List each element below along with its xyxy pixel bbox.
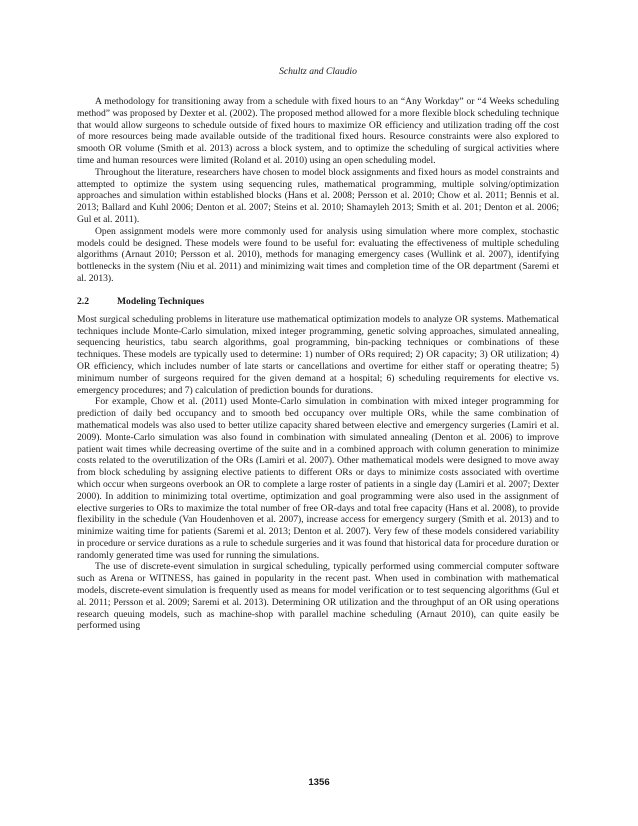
paragraph: Open assignment models were more commonly used for analysis using simulation where more complex, stochastic models could be designed. These models were found to be useful for: evaluating the effectiveness of multiple scheduling algorithms (Arnaut 2010; Persson et al. 2010), methods for managing emergency cases (Wullink et al. 2007), identifying bottlenecks in the system (Niu et al. 2011) and minimizing wait times and completion time of the OR department (Saremi et al. 2013). bbox=[77, 225, 559, 284]
page-content bbox=[77, 66, 559, 632]
section-title: Modeling Techniques bbox=[117, 295, 205, 307]
page-number: 1356 bbox=[308, 777, 330, 788]
paragraph: Throughout the literature, researchers have chosen to model block assignments and fixed hours as model constraints and attempted to optimize the system using sequencing rules, mathematical programming, multiple solving/optimization approaches and simulation within established blocks (Hans et al. 2008; Persson et al. 2010; Chow et al. 2011; Bennis et al. 2013; Ballard and Kuhl 2006; Denton et al. 2007; Steins et al. 2010; Shamayleh 2013; Smith et al. 201; Denton et al. 2006; Gul et al. 2011). bbox=[77, 166, 559, 225]
paragraph: The use of discrete-event simulation in surgical scheduling, typically performed using commercial computer software such as Arena or WITNESS, has gained in popularity in the recent past. When used in combination with mathematical models, discrete-event simulation is frequently used as means for model verification or to test sequencing algorithms (Gul et al. 2011; Persson et al. 2009; Saremi et al. 2013). Determining OR utilization and the throughput of an OR using operations research queuing models, such as machine-shop with parallel machine scheduling (Arnaut 2010), can quite easily be performed using bbox=[77, 561, 559, 632]
paragraph: Most surgical scheduling problems in literature use mathematical optimization models to analyze OR systems. Mathematical techniques include Monte-Carlo simulation, mixed integer programming, genetic solving approaches, simulated annealing, sequencing heuristics, tabu search algorithms, goal programming, bin-packing techniques or combinations of these techniques. These models are typically used to determine: 1) number of ORs required; 2) OR capacity; 3) OR utilization; 4) OR efficiency, which includes number of late starts or cancellations and overtime for either staff or operating theatre; 5) minimum number of surgeons required for the given demand at a hospital; 6) scheduling requirements for elective vs. emergency procedures; and 7) calculation of prediction bounds for durations. bbox=[77, 313, 559, 396]
paragraph: For example, Chow et al. (2011) used Monte-Carlo simulation in combination with mixed integer programming for prediction of daily bed occupancy and to smooth bed occupancy over multiple ORs, while the same combination of mathematical models was also used to better utilize capacity shared between elective and emergency surgeries (Lamiri et al. 2009). Monte-Carlo simulation was also found in combination with simulated annealing (Denton et al. 2006) to improve patient wait times while decreasing overtime of the suite and in a combined approach with column generation to minimize costs related to the overutilization of the ORs (Lamiri et al. 2007). Other mathematical models were designed to move away from block scheduling by assigning elective patients to different ORs or days to minimize costs associated with overtime which occur when surgeons overbook an OR to complete a large roster of patients in a single day (Lamiri et al. 2007; Dexter 2000). In addition to minimizing total overtime, optimization and goal programming were also used in the assignment of elective surgeries to ORs to maximize the total number of free OR-days and total free capacity (Hans et al. 2008), to provide flexibility in the schedule (Van Houdenhoven et al. 2007), increase access for emergency surgery (Smith et al. 2013) and to minimize waiting time for patients (Saremi et al. 2013; Denton et al. 2007). Very few of these models considered variability in procedure or service durations as a rule to schedule surgeries and it was found that historical data for procedure duration or randomly generated time was used for running the simulations. bbox=[77, 396, 559, 561]
paragraph: A methodology for transitioning away from a schedule with fixed hours to an “Any Workday” or “4 Weeks scheduling method” was proposed by Dexter et al. (2002). The proposed method allowed for a more flexible block scheduling technique that would allow surgeons to schedule outside of fixed hours to maximize OR efficiency and utilization trading off the cost of more resources being made available outside of the traditional fixed hours. Resource constraints were also explored to smooth OR volume (Smith et al. 2013) across a block system, and to optimize the scheduling of surgical activities where time and human resources were limited (Roland et al. 2010) using an open scheduling model. bbox=[77, 96, 559, 166]
running-header: Schultz and Claudio bbox=[279, 66, 357, 77]
section-heading bbox=[77, 296, 559, 308]
section-number: 2.2 bbox=[77, 295, 89, 307]
